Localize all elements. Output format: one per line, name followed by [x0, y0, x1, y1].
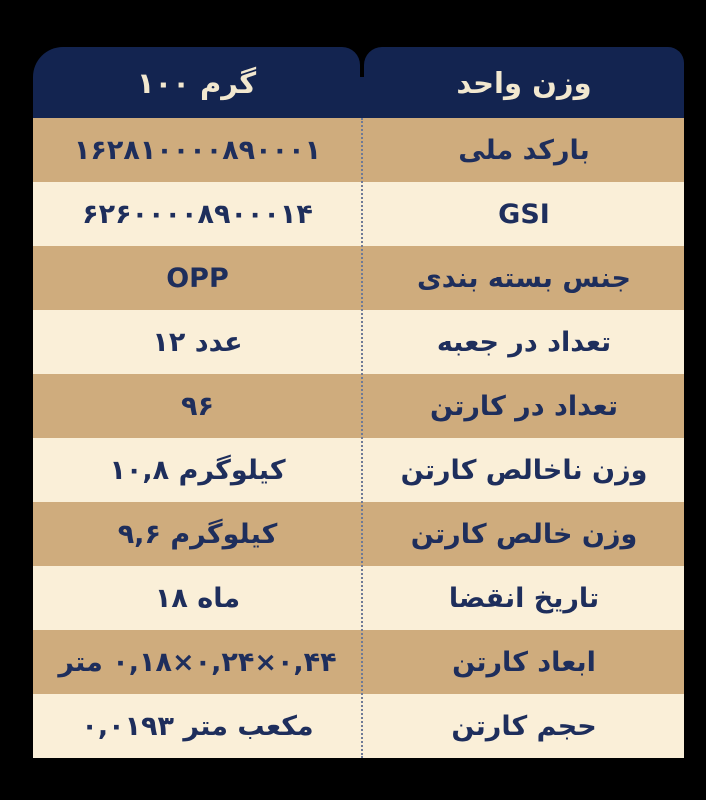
- value-cell-packaging-material: OPP: [166, 262, 229, 294]
- table-row: [33, 630, 684, 694]
- value-cell-count-per-box: ۱۲ عدد: [152, 326, 243, 358]
- label-cell-count-per-carton: تعداد در کارتن: [429, 390, 619, 422]
- table-body: [33, 118, 684, 758]
- table-row: [33, 182, 684, 246]
- table-row: [33, 118, 684, 182]
- table-row: [33, 566, 684, 630]
- table-row: [33, 310, 684, 374]
- value-cell-carton-gross-weight: ۱۰,۸ کیلوگرم: [109, 454, 286, 486]
- header-weight-value-text: ۱۰۰ گرم: [136, 65, 257, 100]
- value-cell-carton-volume: ۰,۰۱۹۳ متر‎ مکعب: [81, 710, 314, 742]
- label-cell-carton-volume: حجم کارتن: [451, 710, 597, 742]
- table-row: [33, 502, 684, 566]
- table-row: [33, 694, 684, 758]
- label-cell-carton-net-weight: وزن خالص کارتن: [410, 518, 638, 550]
- table-row: [33, 246, 684, 310]
- column-divider-dotted-line: [361, 118, 363, 758]
- label-cell-expiry: تاریخ انقضا: [448, 582, 600, 614]
- table-row: [33, 438, 684, 502]
- value-cell-expiry: ۱۸ ماه: [154, 582, 241, 614]
- value-cell-count-per-carton: ۹۶: [181, 390, 214, 422]
- value-cell-national-barcode: ۱۶۲۸۱۰۰۰۰۸۹۰۰۰۱: [73, 134, 322, 166]
- header-unit-weight-text: وزن واحد: [456, 65, 592, 100]
- label-cell-packaging-material: جنس بسته بندی: [417, 262, 631, 294]
- value-cell-carton-net-weight: ۹,۶ کیلوگرم: [117, 518, 278, 550]
- spec-table: [33, 47, 684, 758]
- value-cell-gsi: ۶۲۶۰۰۰۰۸۹۰۰۰۱۴: [82, 198, 313, 230]
- label-cell-carton-dimensions: ابعاد کارتن: [452, 646, 596, 678]
- label-cell-national-barcode: بارکد ملی: [458, 134, 590, 166]
- table-header: [33, 47, 684, 118]
- label-cell-carton-gross-weight: وزن ناخالص کارتن: [400, 454, 648, 486]
- table-row: [33, 374, 684, 438]
- value-cell-carton-dimensions: متر‎ ۰,۱۸×۰,۲۴×۰,۴۴: [58, 646, 337, 678]
- label-cell-count-per-box: تعداد در جعبه: [436, 326, 612, 358]
- label-cell-gsi: GSI: [498, 198, 550, 230]
